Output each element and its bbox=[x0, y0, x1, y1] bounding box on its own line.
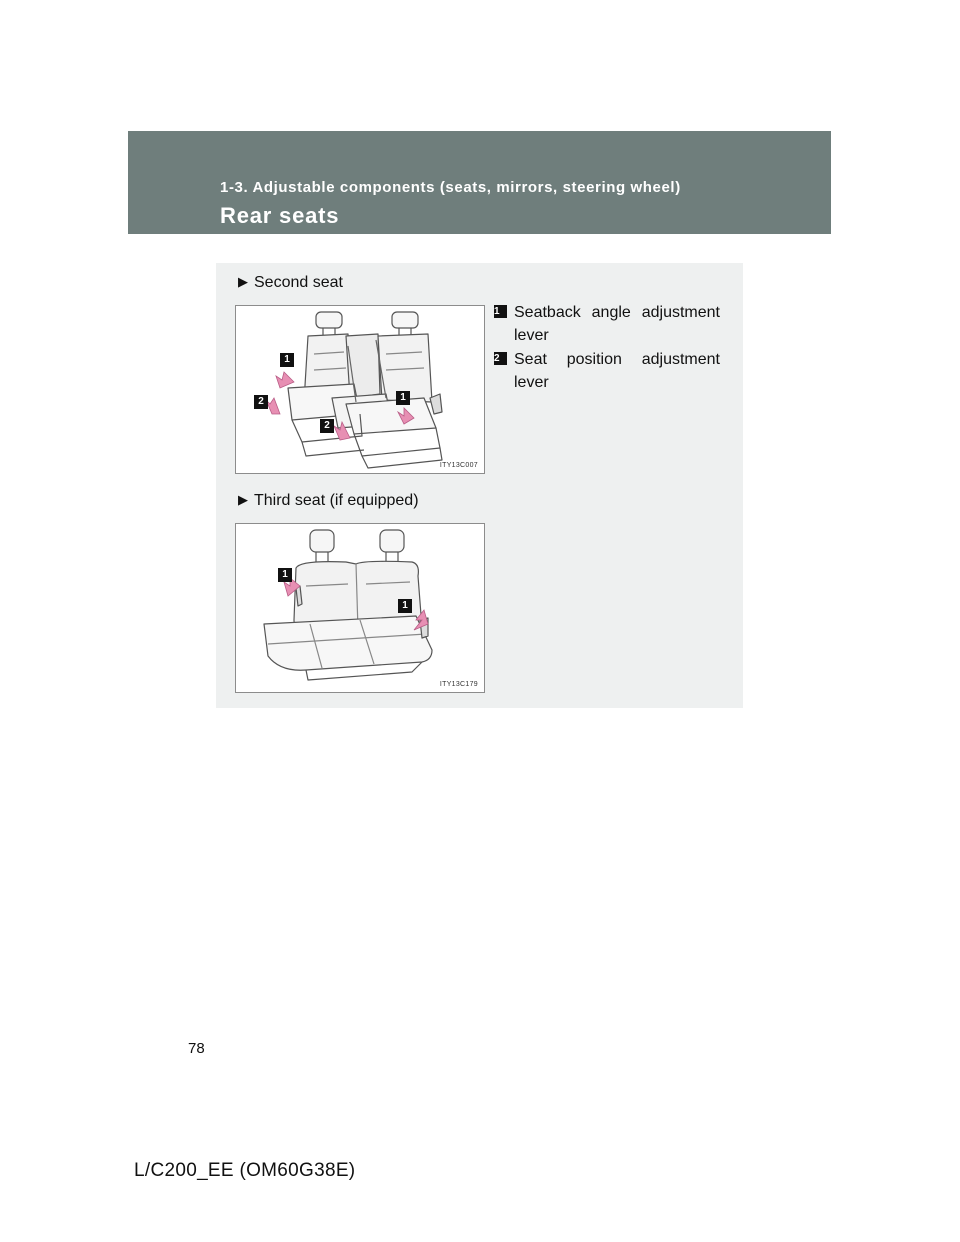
figure-code: ITY13C179 bbox=[439, 681, 478, 688]
legend-text-2: Seat position adjustment lever bbox=[514, 351, 720, 391]
third-seat-heading-text: Third seat (if equipped) bbox=[254, 492, 419, 509]
legend-badge-1: 1 bbox=[494, 305, 507, 318]
legend-text-1: Seatback angle adjustment lever bbox=[514, 304, 720, 344]
third-seat-illustration bbox=[236, 524, 484, 692]
second-seat-heading bbox=[238, 274, 343, 292]
legend-badge-2: 2 bbox=[494, 352, 507, 365]
figure-code: ITY13C007 bbox=[439, 462, 478, 469]
second-seat-figure bbox=[235, 305, 485, 474]
page-number: 78 bbox=[188, 1040, 205, 1057]
third-seat-figure bbox=[235, 523, 485, 693]
page-title: Rear seats bbox=[220, 203, 340, 228]
marker-1-left: 1 bbox=[278, 568, 292, 582]
marker-1-left: 1 bbox=[280, 353, 294, 367]
triangle-bullet-icon: ▶ bbox=[238, 492, 248, 507]
second-seat-illustration bbox=[236, 306, 484, 473]
marker-2-right: 2 bbox=[320, 419, 334, 433]
marker-1-right: 1 bbox=[398, 599, 412, 613]
triangle-bullet-icon: ▶ bbox=[238, 274, 248, 289]
legend-item-2 bbox=[494, 348, 720, 394]
marker-1-right: 1 bbox=[396, 391, 410, 405]
marker-2-left: 2 bbox=[254, 395, 268, 409]
chapter-header bbox=[128, 131, 831, 234]
content-panel bbox=[216, 263, 743, 708]
third-seat-heading bbox=[238, 492, 419, 510]
section-title: 1-3. Adjustable components (seats, mirrors, steering wheel) bbox=[220, 179, 681, 196]
legend-item-1 bbox=[494, 301, 720, 347]
second-seat-heading-text: Second seat bbox=[254, 274, 343, 291]
document-code: L/C200_EE (OM60G38E) bbox=[134, 1160, 356, 1181]
